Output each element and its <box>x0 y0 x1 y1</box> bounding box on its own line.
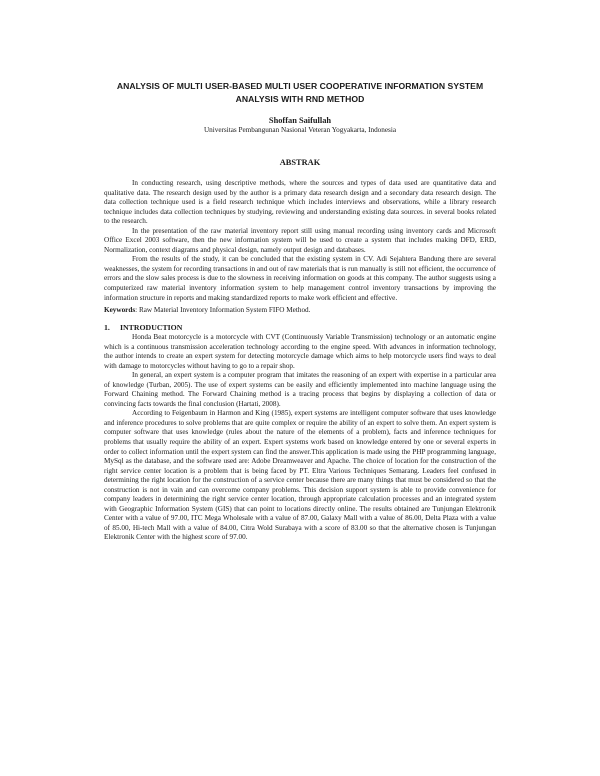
intro-paragraph: In general, an expert system is a computer program that imitates the reasoning of an expert with expertise in a particular area of knowledge (Turban, 2005). The use of expert systems can be easily and efficiently implemented into machine language using the Forward Chaining method. The Forward Chaining method is a tracing process that begins by displaying a collection of data or convincing facts towards the final conclusion (Hartati, 2008). <box>104 371 496 408</box>
intro-paragraph: According to Feigenbaum in Harmon and King (1985), expert systems are intelligent computer software that uses knowledge and inference procedures to solve problems that are quite complex or require the ability of an expert to solve them. An expert system is computer software that uses knowledge (rules about the nature of the elements of a problem), facts and inference techniques for problems that usually require the ability of an expert. Expert systems work based on knowledge entered by one or several experts in order to collect information until the expert system can find the answer.This application is made using the PHP programming language, MySql as the database, and the software used are: Adobe Dreamweaver and Apache. The choice of location for the construction of the right service center location is a problem that is being faced by PT. Eltra Various Techniques Semarang. Leaders feel confused in determining the right location for the construction of a service center because there are many things that must be considered so that the construction is not in vain and can overcome company problems. This decision support system is able to provide convenience for company leaders in determining the right service center location, through appropriate calculation processes and an integrated system with Geographic Information System (GIS) that can point to locations directly online. The results obtained are Tunjungan Elektronik Center with a value of 97.00, ITC Mega Wholesale with a value of 87.00, Galaxy Mall with a value of 86.00, Delta Plaza with a value of 85.00, Hi-tech Mall with a value of 84.00, Citra Wold Surabaya with a score of 83.00 so that the alternative chosen is Tunjungan Elektronik Center with the highest score of 97.00. <box>104 409 496 542</box>
paper-title-line-1: ANALYSIS OF MULTI USER-BASED MULTI USER COOPERATIVE INFORMATION SYSTEM <box>116 81 484 91</box>
keywords-label: Keywords <box>104 306 136 314</box>
section-number: 1. <box>104 323 110 332</box>
abstract-heading: ABSTRAK <box>279 158 321 167</box>
abstract-paragraph: In the presentation of the raw material inventory report still using manual recording using inventory cards and Microsoft Office Excel 2003 software, then the new information system will be used to create a system that includes making DFD, ERD, Normalization, context diagrams and physical design, namely output design and databases. <box>104 226 496 254</box>
keywords-text: : Raw Material Inventory Information System FIFO Method. <box>135 306 311 314</box>
section-heading-introduction <box>104 323 496 333</box>
intro-paragraph: Honda Beat motorcycle is a motorcycle with CVT (Continuously Variable Transmission) technology or an automatic engine which is a continuous transmission acceleration technology according to the engine speed. With advances in information technology, the author intends to create an expert system for detecting motorcycle damage which aims to help motorcycle users find ways to deal with damage to motorcycles without having to go to a repair shop. <box>104 333 496 370</box>
paper-title <box>90 80 510 105</box>
introduction-body <box>104 333 496 543</box>
author-name: Shoffan Saifullah <box>268 116 332 125</box>
author-affiliation: Universitas Pembangunan Nasional Veteran Yogyakarta, Indonesia <box>203 126 397 134</box>
abstract-paragraph: In conducting research, using descriptive methods, where the sources and types of data used are quantitative data and qualitative data. The research design used by the author is a primary data research design and a secondary data research design. The data collection technique used is a field research technique which includes interviews and observations, while a library research technique includes data collection techniques by studying, reviewing and understanding existing data sources. in several books related to the research. <box>104 179 496 226</box>
keywords-line <box>104 305 496 315</box>
section-title: INTRODUCTION <box>120 323 183 332</box>
abstract-paragraph: From the results of the study, it can be concluded that the existing system in CV. Adi Sejahtera Bandung there are several weaknesses, the system for recording transactions in and out of raw materials that is run manually is still not efficient, the occurrence of errors and the slow sales process is due to the slowness in receiving information on goods at this company. The author suggests using a computerized raw material inventory information system to help management control inventory transactions by improving the information structure in reports and making standardized reports to make work efficient and effective. <box>104 255 496 302</box>
paper-title-line-2: ANALYSIS WITH RND METHOD <box>235 93 365 104</box>
abstract-body <box>104 179 496 303</box>
